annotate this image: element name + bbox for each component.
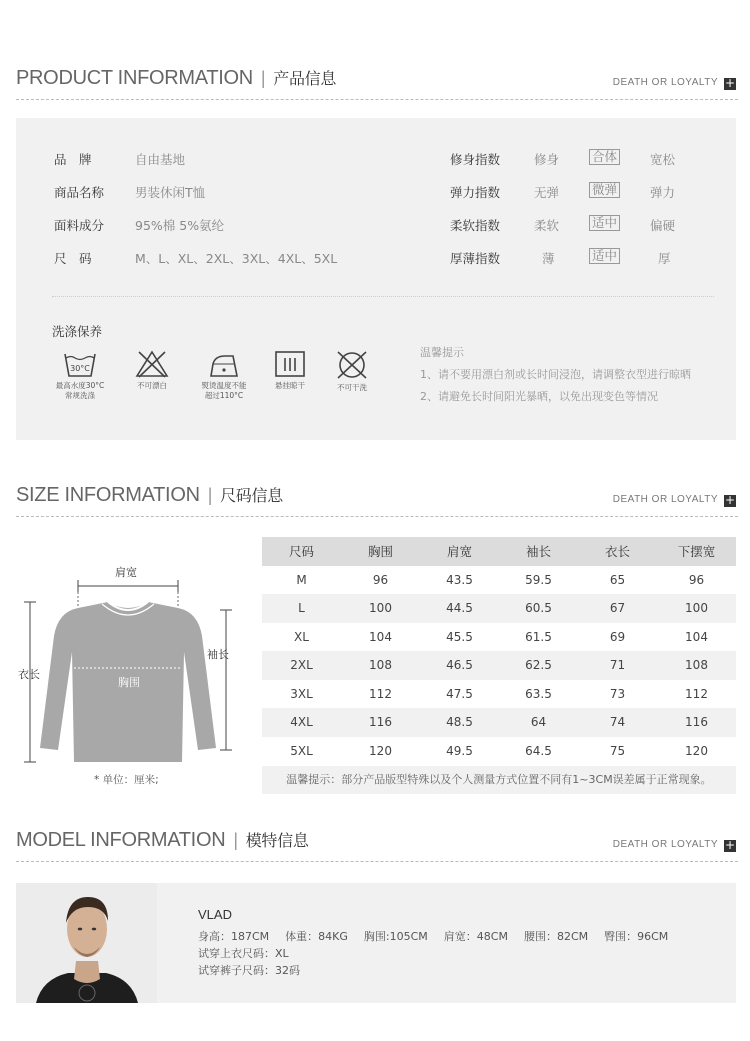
size-header-cell: 胸围: [367, 544, 393, 560]
size-cell: 120: [685, 743, 708, 758]
size-cell: 4XL: [290, 715, 313, 730]
size-cell: 96: [372, 572, 389, 587]
spec-value: 男装休闲T恤: [135, 185, 206, 200]
expand-plus-icon[interactable]: +: [724, 838, 736, 852]
product-info-panel: [16, 118, 736, 440]
section-title-en: PRODUCT INFORMATION: [16, 67, 253, 89]
section-title: MODEL INFORMATION | 模特信息: [16, 829, 309, 851]
tip-line: 1、请不要用漂白剂或长时间浸泡，请调整衣型进行晾晒: [420, 368, 691, 381]
shoulder-label: 肩宽: [115, 566, 137, 579]
expand-plus-icon[interactable]: +: [724, 493, 736, 507]
size-cell: 73: [609, 686, 626, 701]
table-row: [262, 708, 736, 737]
section-title-cn: 尺码信息: [220, 486, 283, 505]
model-top-size: 试穿上衣尺码：XL: [198, 947, 289, 960]
chest-label: 胸围: [118, 676, 140, 689]
model-stats: [198, 928, 684, 944]
wash-caption: 熨烫温度不能: [201, 381, 247, 390]
index-option: 厚: [658, 251, 671, 266]
model-stat: 肩宽：48CM: [443, 930, 508, 943]
length-label: 衣长: [18, 668, 40, 681]
index-label: 修身指数: [450, 152, 501, 167]
section-title-cn: 产品信息: [273, 69, 337, 88]
index-option: 薄: [542, 251, 555, 266]
size-cell: 64: [530, 715, 547, 730]
panel-divider: [52, 296, 714, 297]
tips-title: 温馨提示: [420, 346, 464, 359]
garment-measure-diagram: [16, 540, 246, 790]
model-info-panel: [16, 883, 736, 1003]
size-cell: 112: [369, 686, 392, 701]
wash-caption: 不可漂白: [137, 381, 167, 390]
section-title: SIZE INFORMATION | 尺码信息: [16, 484, 283, 506]
model-photo: [16, 883, 157, 1003]
sleeve-label: 袖长: [207, 648, 229, 661]
table-row: [262, 737, 736, 766]
section-title: PRODUCT INFORMATION | 产品信息: [16, 67, 337, 89]
size-cell: 65: [609, 572, 626, 587]
spec-label: 面料成分: [54, 218, 105, 233]
size-cell: 49.5: [446, 743, 473, 758]
size-cell: 104: [685, 629, 708, 644]
model-stat: 身高：187CM: [198, 930, 270, 943]
index-option-selected: 微弹: [589, 182, 620, 198]
index-option: 柔软: [534, 218, 560, 233]
size-cell: 116: [369, 715, 392, 730]
size-header-cell: 下摆宽: [677, 544, 716, 560]
spec-value: M、L、XL、2XL、3XL、4XL、5XL: [135, 251, 338, 266]
index-option-selected: 适中: [589, 248, 620, 264]
size-cell: 60.5: [525, 601, 552, 616]
size-cell: 112: [685, 686, 708, 701]
size-cell: 44.5: [446, 601, 473, 616]
table-row: [262, 651, 736, 680]
no-dryclean-icon: [320, 350, 384, 393]
index-option: 弹力: [650, 185, 676, 200]
brand-tag: DEATH OR LOYALTY: [612, 494, 718, 505]
size-cell: 74: [609, 715, 626, 730]
size-cell: 100: [369, 601, 392, 616]
model-stat: 腰围：82CM: [523, 930, 589, 943]
tip-line: 2、请避免长时间阳光暴晒，以免出现变色等情况: [420, 390, 658, 403]
expand-plus-icon[interactable]: +: [724, 76, 736, 90]
size-cell: 64.5: [525, 743, 552, 758]
size-section-header: [16, 477, 738, 517]
size-header-cell: 尺码: [288, 544, 314, 560]
index-option: 修身: [534, 152, 560, 167]
size-cell: M: [296, 572, 307, 587]
table-row: [262, 594, 736, 623]
brand-tag: DEATH OR LOYALTY: [612, 77, 718, 88]
size-cell: 104: [369, 629, 392, 644]
size-cell: 63.5: [525, 686, 552, 701]
index-option-selected: 合体: [589, 149, 620, 165]
size-cell: XL: [294, 629, 309, 644]
wash-caption: 悬挂晾干: [275, 381, 305, 390]
size-cell: 69: [609, 629, 626, 644]
size-cell: 116: [685, 715, 708, 730]
table-row: [262, 623, 736, 652]
spec-value: 95%棉 5%氨纶: [135, 218, 225, 233]
wash-caption: 最高水度30°C: [55, 381, 105, 390]
size-cell: 108: [685, 658, 708, 673]
model-stat: 胸围:105CM: [363, 930, 428, 943]
index-label: 厚薄指数: [450, 251, 501, 266]
spec-label: 品 牌: [54, 152, 92, 167]
size-header-cell: 肩宽: [446, 544, 472, 560]
size-header-cell: 衣长: [604, 544, 630, 560]
size-cell: 61.5: [525, 629, 552, 644]
index-label: 柔软指数: [450, 218, 501, 233]
svg-text:30°C: 30°C: [70, 364, 90, 373]
size-cell: 75: [609, 743, 626, 758]
size-cell: 67: [609, 601, 626, 616]
section-title-cn: 模特信息: [245, 831, 309, 850]
size-table: [262, 537, 736, 765]
index-option: 偏硬: [650, 218, 676, 233]
section-title-en: SIZE INFORMATION: [16, 484, 200, 506]
size-cell: 45.5: [446, 629, 473, 644]
size-cell: 47.5: [446, 686, 473, 701]
dashed-divider: [16, 99, 738, 100]
brand-tag: DEATH OR LOYALTY: [612, 839, 718, 850]
wash-caption: 常规洗涤: [65, 391, 95, 400]
product-section-header: [16, 60, 738, 100]
section-title-en: MODEL INFORMATION: [16, 829, 226, 851]
size-cell: 5XL: [290, 743, 313, 758]
size-cell: 2XL: [290, 658, 313, 673]
size-header-cell: 袖长: [525, 544, 551, 560]
model-section-header: [16, 822, 738, 862]
wash-30-icon: [48, 350, 112, 401]
index-option: 无弹: [534, 185, 560, 200]
iron-icon: [192, 350, 256, 401]
size-cell: 3XL: [290, 686, 313, 701]
size-cell: 43.5: [446, 572, 473, 587]
size-note: 温馨提示：部分产品版型特殊以及个人测量方式位置不同有1~3CM误差属于正常现象。: [262, 766, 736, 794]
model-stat: 臀围：96CM: [604, 930, 669, 943]
table-row: [262, 680, 736, 709]
spec-label: 尺 码: [54, 251, 92, 266]
wash-caption: 不可干洗: [337, 383, 367, 392]
wash-care-title: 洗涤保养: [52, 324, 103, 339]
index-option-selected: 适中: [589, 215, 620, 231]
model-name: VLAD: [198, 907, 232, 922]
size-cell: 46.5: [446, 658, 473, 673]
index-option: 宽松: [650, 152, 676, 167]
size-cell: L: [298, 601, 305, 616]
spec-value: 自由基地: [135, 152, 186, 167]
index-label: 弹力指数: [450, 185, 501, 200]
size-cell: 100: [685, 601, 708, 616]
size-cell: 120: [369, 743, 392, 758]
size-cell: 62.5: [525, 658, 552, 673]
model-pants-size: 试穿裤子尺码：32码: [198, 964, 300, 977]
size-cell: 108: [369, 658, 392, 673]
wash-caption: 超过110°C: [204, 391, 244, 400]
dashed-divider: [16, 861, 738, 862]
hang-dry-icon: [258, 350, 322, 391]
unit-note: * 单位：厘米;: [94, 774, 159, 786]
dashed-divider: [16, 516, 738, 517]
table-row: [262, 566, 736, 595]
no-bleach-icon: [120, 350, 184, 391]
size-cell: 96: [688, 572, 705, 587]
spec-label: 商品名称: [54, 185, 105, 200]
size-cell: 71: [609, 658, 626, 673]
size-cell: 59.5: [525, 572, 552, 587]
size-cell: 48.5: [446, 715, 473, 730]
size-table-header: [262, 537, 736, 566]
model-stat: 体重：84KG: [285, 930, 348, 943]
